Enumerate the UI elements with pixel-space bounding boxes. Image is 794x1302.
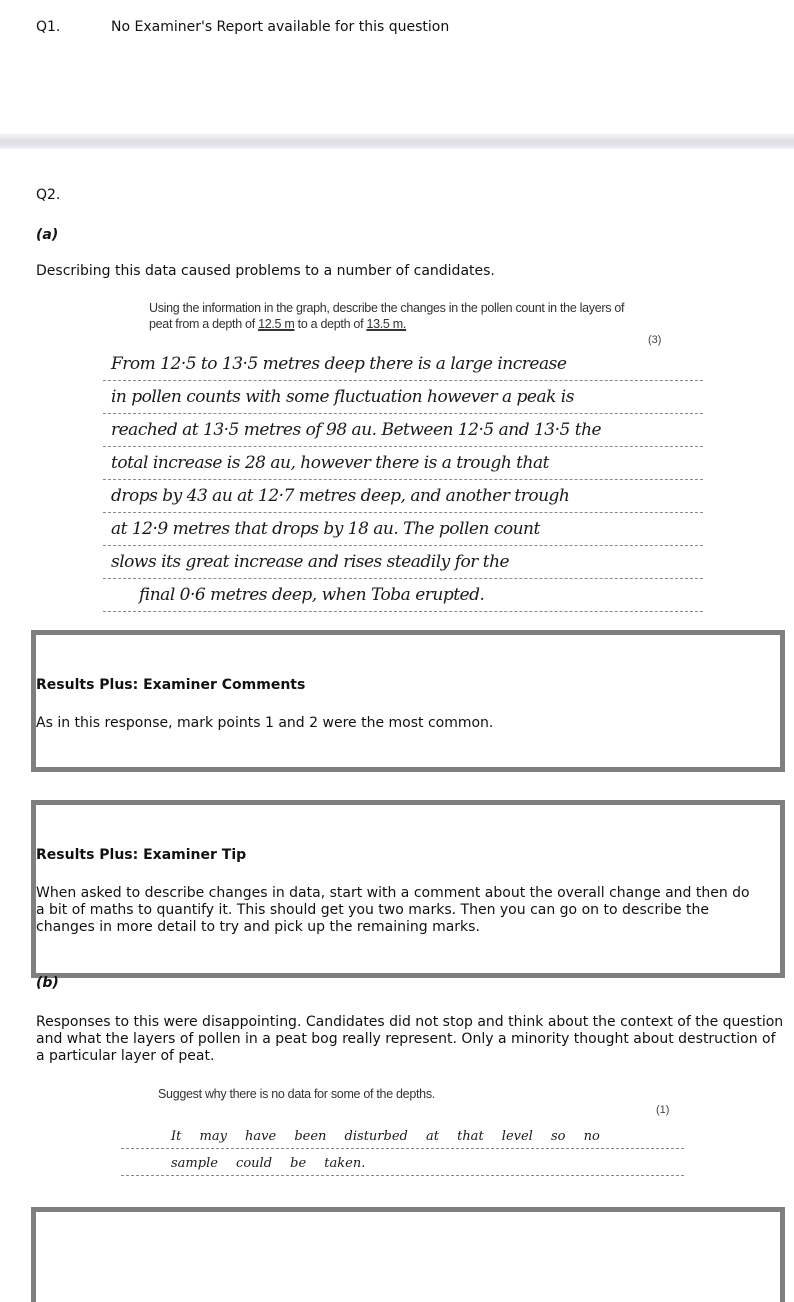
- question-1-label: Q1.: [36, 19, 61, 35]
- question-1-note: No Examiner's Report available for this question: [111, 19, 450, 35]
- answer-line: sample could be taken.: [121, 1149, 684, 1176]
- section-divider: [0, 134, 794, 149]
- part-b-label: (b): [36, 975, 59, 991]
- part-b-question-scan: Suggest why there is no data for some of the depths.: [158, 1087, 435, 1101]
- question-2-label: Q2.: [36, 187, 61, 203]
- part-b-intro: Responses to this were disappointing. Candidates did not stop and think about the context of the question and what the layers of pollen in a peat bog really represent. Only a minority thought about destruction of a particular layer of peat.: [36, 1014, 784, 1064]
- answer-line: in pollen counts with some fluctuation however a peak is: [103, 381, 703, 414]
- part-b-handwritten-answer: [121, 1122, 684, 1176]
- answer-line: It may have been disturbed at that level so no: [121, 1122, 684, 1149]
- answer-line: drops by 43 au at 12·7 metres deep, and another trough: [103, 480, 703, 513]
- examiner-comments-body: As in this response, mark points 1 and 2 were the most common.: [36, 715, 494, 731]
- answer-line: total increase is 28 au, however there is a trough that: [103, 447, 703, 480]
- part-a-label: (a): [36, 227, 59, 243]
- part-b-marks: (1): [656, 1104, 670, 1116]
- question-text: Using the information in the graph, describe the changes in the pollen count in the layers of peat from a depth of: [149, 301, 625, 331]
- answer-line: final 0·6 metres deep, when Toba erupted.: [103, 579, 703, 612]
- part-a-handwritten-answer: [103, 348, 703, 612]
- examiner-comments-title: Results Plus: Examiner Comments: [36, 677, 306, 693]
- depth-to: 13.5 m.: [366, 317, 407, 331]
- answer-line: From 12·5 to 13·5 metres deep there is a large increase: [103, 348, 703, 381]
- depth-from: 12.5 m: [258, 317, 295, 331]
- answer-line: slows its great increase and rises steadily for the: [103, 546, 703, 579]
- part-a-marks: (3): [648, 334, 662, 346]
- answer-line: at 12·9 metres that drops by 18 au. The pollen count: [103, 513, 703, 546]
- examiner-comments-box: [31, 630, 785, 772]
- question-text-middle: to a depth of: [294, 317, 367, 331]
- examiner-tip-box: [31, 800, 785, 978]
- examiner-tip-title: Results Plus: Examiner Tip: [36, 847, 247, 863]
- answer-line: reached at 13·5 metres of 98 au. Between 12·5 and 13·5 the: [103, 414, 703, 447]
- next-examiner-box: [31, 1207, 785, 1302]
- part-a-intro: Describing this data caused problems to a number of candidates.: [36, 263, 495, 279]
- part-a-question-scan: [149, 300, 629, 332]
- examiner-tip-body: When asked to describe changes in data, start with a comment about the overall change and then do a bit of maths to quantify it. This should get you two marks. Then you can go on to describe the changes in more detail to try and pick up the remaining marks.: [36, 885, 750, 935]
